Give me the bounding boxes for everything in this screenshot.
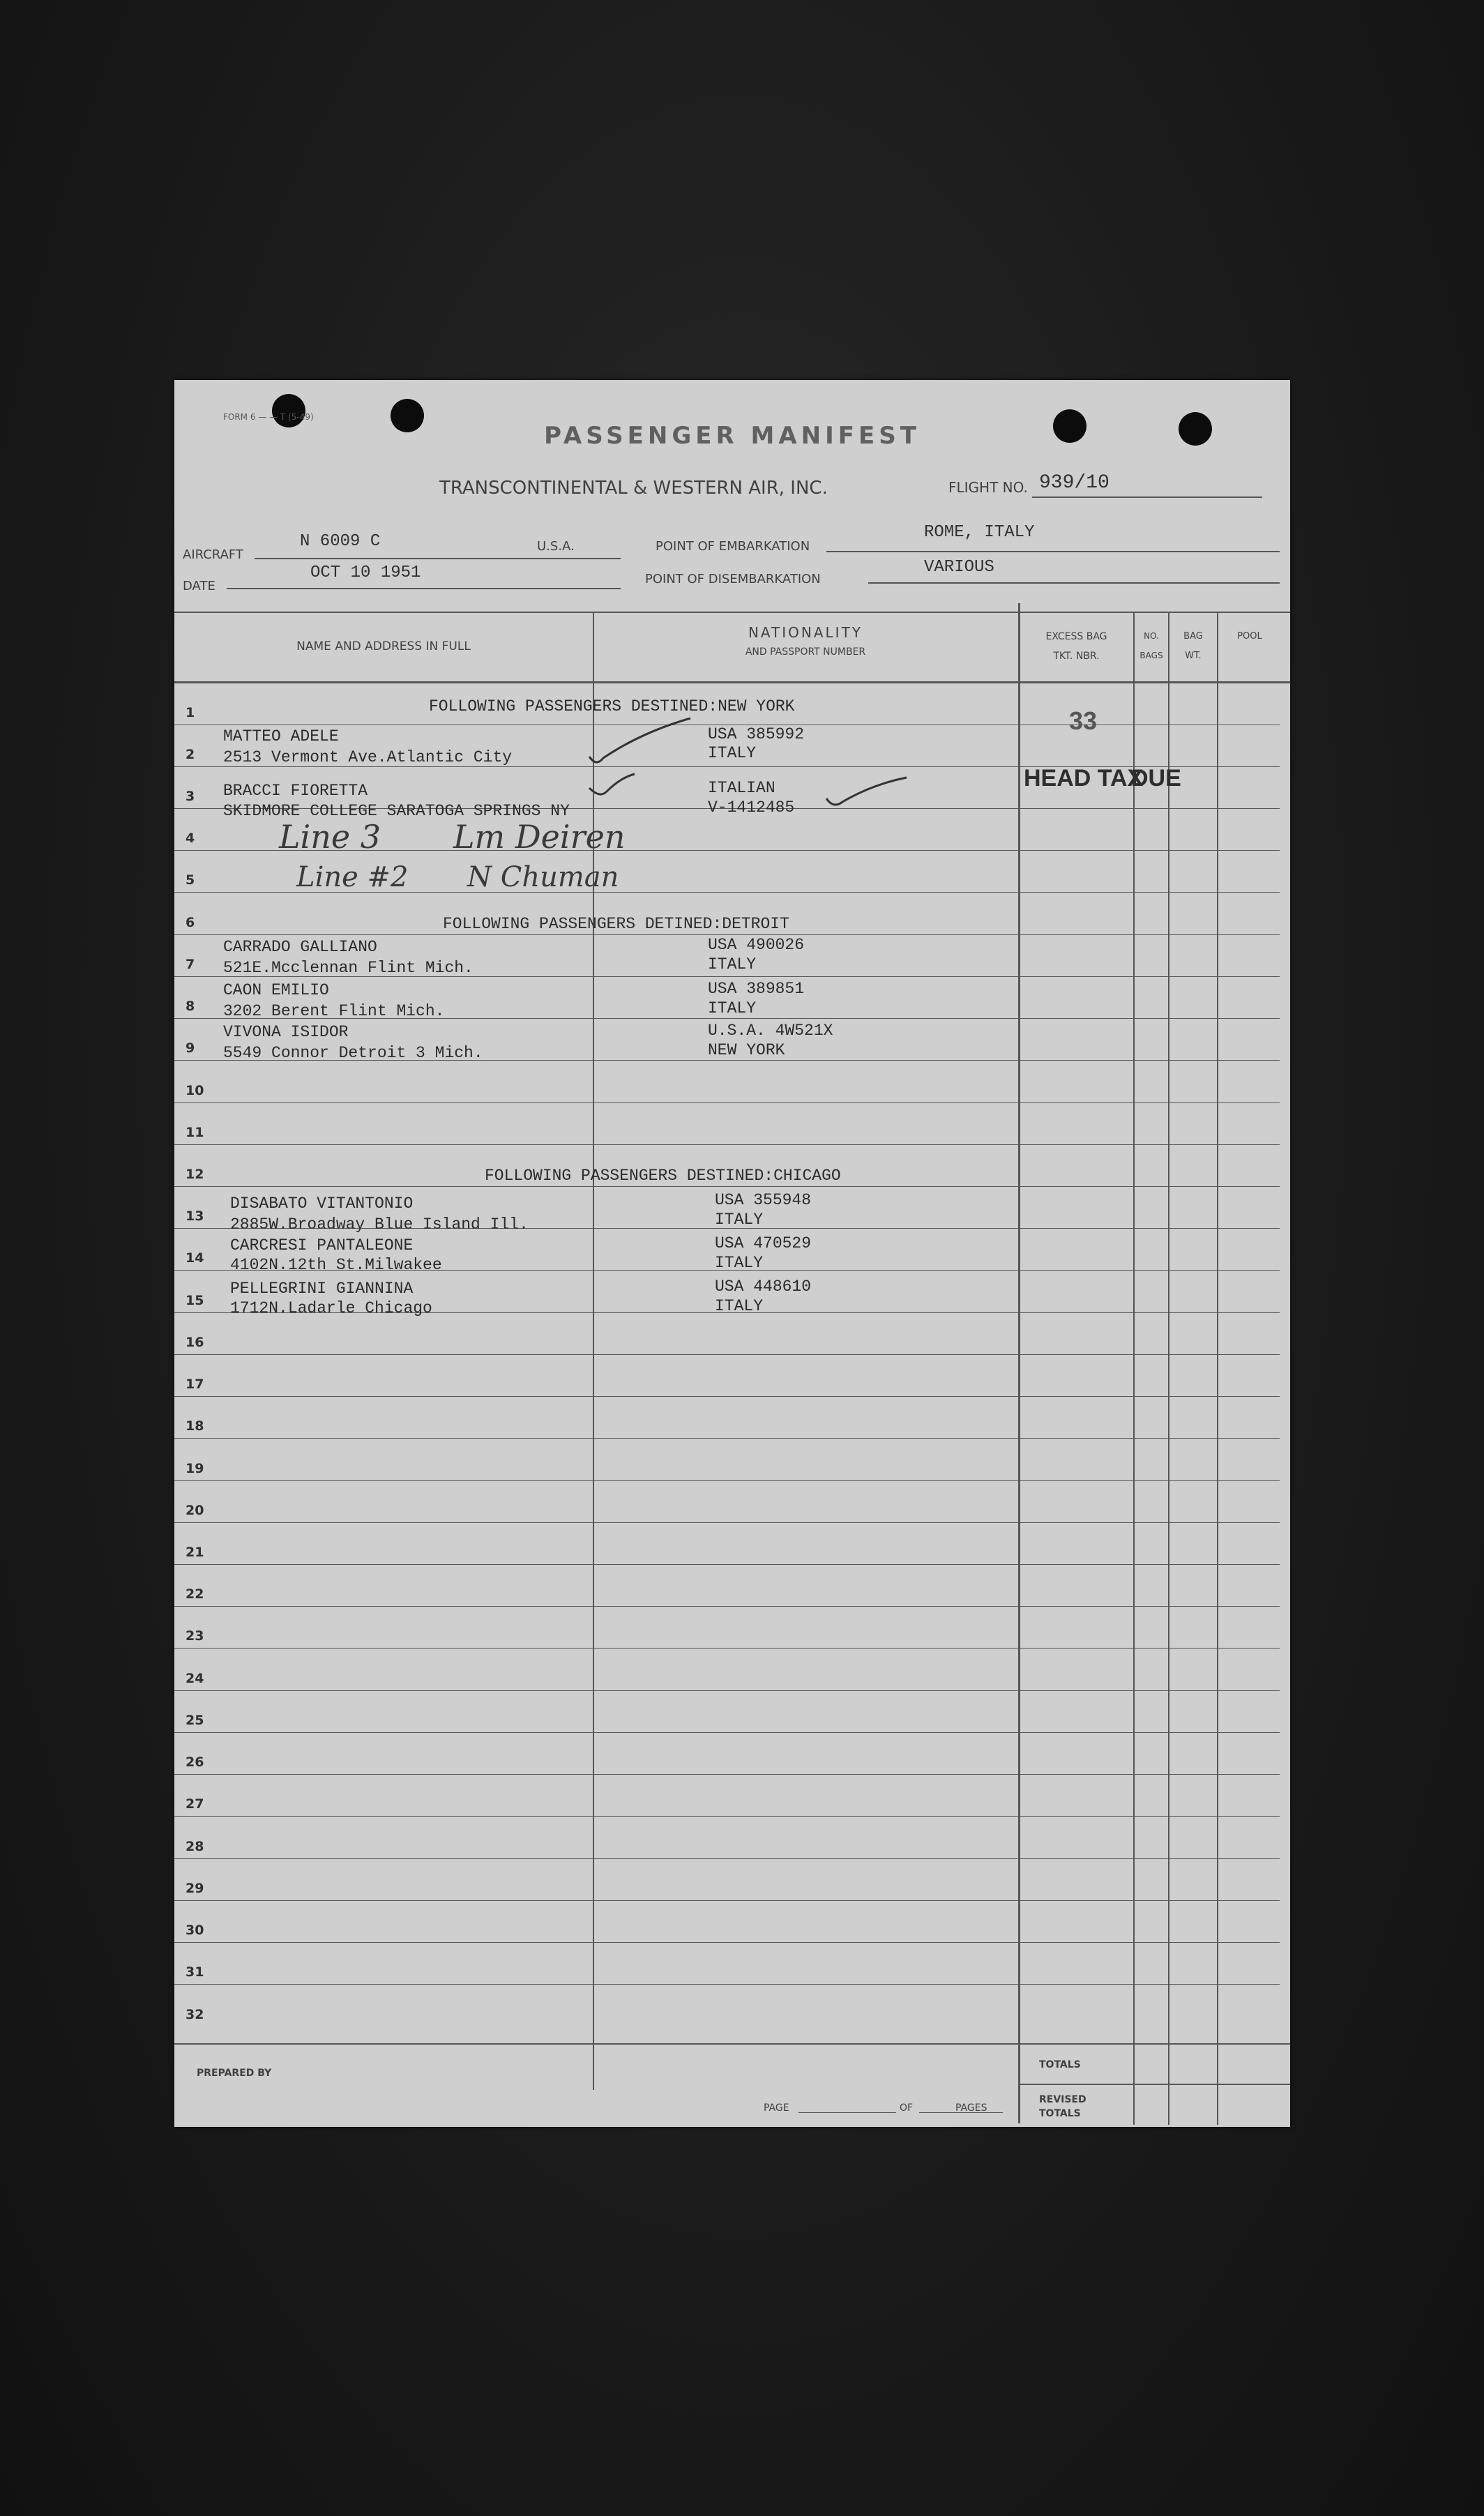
passenger-name: CAON EMILIO bbox=[223, 981, 329, 999]
row-number: 27 bbox=[186, 1796, 204, 1812]
row-number: 20 bbox=[186, 1503, 204, 1518]
passenger-name: DISABATO VITANTONIO bbox=[230, 1195, 414, 1213]
row-rule bbox=[174, 1648, 1280, 1649]
row-number: 7 bbox=[186, 957, 195, 972]
passenger-name: BRACCI FIORETTA bbox=[223, 782, 368, 800]
handwritten-signature: Lm Deiren bbox=[453, 818, 626, 856]
passenger-address: 3202 Berent Flint Mich. bbox=[223, 1002, 445, 1020]
col-excess-header: EXCESS BAG bbox=[1045, 631, 1107, 642]
col-bagwt-header-1: BAG bbox=[1183, 631, 1203, 642]
revised-totals-label: TOTALS bbox=[1039, 2108, 1081, 2119]
section-heading-chicago: FOLLOWING PASSENGERS DESTINED:CHICAGO bbox=[485, 1167, 841, 1185]
passenger-name: VIVONA ISIDOR bbox=[223, 1023, 349, 1041]
row-rule bbox=[174, 1522, 1280, 1523]
nationality: ITALIAN bbox=[708, 779, 775, 797]
column-divider-bagwt bbox=[1217, 612, 1218, 2125]
passenger-address: 1712N.Ladarle Chicago bbox=[230, 1299, 432, 1317]
handwritten-note: Line 3 bbox=[279, 818, 381, 856]
passport-number: USA 490026 bbox=[708, 936, 805, 954]
company-name: TRANSCONTINENTAL & WESTERN AIR, INC. bbox=[439, 478, 828, 499]
check-mark-icon bbox=[586, 771, 656, 812]
row-rule bbox=[174, 1606, 1280, 1607]
row-rule bbox=[174, 1144, 1280, 1145]
row-number: 3 bbox=[186, 789, 195, 804]
row-rule bbox=[174, 1900, 1280, 1901]
row-number: 12 bbox=[186, 1167, 204, 1182]
page-label: PAGE bbox=[764, 2102, 789, 2114]
row-number: 4 bbox=[186, 831, 195, 846]
col-nationality-header: NATIONALITY bbox=[748, 624, 863, 641]
row-number: 15 bbox=[186, 1293, 204, 1308]
head-tax-stamp: HEAD TAX bbox=[1024, 765, 1144, 791]
row-number: 32 bbox=[186, 2007, 204, 2022]
row-rule bbox=[174, 1774, 1280, 1775]
row-number: 11 bbox=[186, 1125, 204, 1140]
col-nobags-header-2: BAGS bbox=[1140, 651, 1163, 660]
table-top-rule bbox=[174, 612, 1290, 613]
passport-number: USA 385992 bbox=[708, 725, 805, 743]
passenger-address: 2513 Vermont Ave.Atlantic City bbox=[223, 748, 513, 766]
passenger-name: CARRADO GALLIANO bbox=[223, 938, 377, 956]
row-rule bbox=[174, 1186, 1280, 1187]
passenger-address: SKIDMORE COLLEGE SARATOGA SPRINGS NY bbox=[223, 802, 570, 820]
row-rule bbox=[174, 1816, 1280, 1817]
row-rule bbox=[174, 1564, 1280, 1565]
aircraft-value: N 6009 C bbox=[300, 532, 381, 551]
row-number: 17 bbox=[186, 1377, 204, 1392]
prepared-by-label: PREPARED BY bbox=[197, 2068, 272, 2079]
column-divider-excess bbox=[1133, 612, 1135, 2125]
passenger-name: MATTEO ADELE bbox=[223, 727, 339, 745]
row-number: 31 bbox=[186, 1964, 204, 1980]
row-number: 25 bbox=[186, 1713, 204, 1728]
row-number: 9 bbox=[186, 1040, 195, 1056]
disembark-underline bbox=[868, 582, 1280, 584]
row-number: 10 bbox=[186, 1083, 204, 1098]
row-number: 23 bbox=[186, 1628, 204, 1644]
col-bagwt-header-2: WT. bbox=[1185, 651, 1202, 661]
nationality: NEW YORK bbox=[708, 1041, 785, 1059]
row-rule bbox=[174, 2043, 1290, 2045]
passenger-address: 2885W.Broadway Blue Island Ill. bbox=[230, 1215, 529, 1234]
handwritten-signature: N Chuman bbox=[467, 861, 619, 893]
row-number: 1 bbox=[186, 705, 195, 720]
col-pool-header: POOL bbox=[1237, 631, 1262, 642]
passport-number: USA 448610 bbox=[715, 1278, 812, 1296]
row-number: 13 bbox=[186, 1208, 204, 1224]
page-title: PASSENGER MANIFEST bbox=[544, 422, 921, 450]
column-divider-bags bbox=[1168, 612, 1169, 2125]
passenger-address: 5549 Connor Detroit 3 Mich. bbox=[223, 1044, 483, 1062]
due-stamp: DUE bbox=[1131, 765, 1181, 791]
passenger-address: 521E.Mcclennan Flint Mich. bbox=[223, 959, 474, 977]
passport-number: USA 389851 bbox=[708, 980, 805, 998]
aircraft-underline bbox=[255, 558, 621, 559]
embark-value: ROME, ITALY bbox=[924, 523, 1035, 542]
nationality: ITALY bbox=[708, 999, 757, 1017]
flight-underline bbox=[1032, 497, 1262, 498]
row-number: 2 bbox=[186, 747, 195, 762]
passenger-address: 4102N.12th St.Milwakee bbox=[230, 1256, 442, 1274]
form-number: FORM 6 — — T (5-49) bbox=[223, 412, 314, 422]
row-number: 19 bbox=[186, 1461, 204, 1476]
check-mark-icon bbox=[823, 774, 921, 816]
row-rule bbox=[174, 1858, 1280, 1859]
pages-label: PAGES bbox=[955, 2102, 987, 2114]
row-number: 28 bbox=[186, 1839, 204, 1854]
nationality: ITALY bbox=[715, 1254, 764, 1272]
row-number: 14 bbox=[186, 1250, 204, 1266]
column-divider-nationality bbox=[1018, 603, 1020, 2123]
disembark-label: POINT OF DISEMBARKATION bbox=[645, 572, 821, 586]
nationality: ITALY bbox=[708, 744, 757, 762]
nationality: ITALY bbox=[708, 955, 757, 973]
nationality: ITALY bbox=[715, 1211, 764, 1229]
usa-label: U.S.A. bbox=[537, 539, 575, 554]
totals-rule bbox=[1020, 2084, 1290, 2085]
totals-label: TOTALS bbox=[1039, 2059, 1081, 2070]
passport-number: USA 470529 bbox=[715, 1234, 812, 1252]
row-rule bbox=[174, 1732, 1280, 1733]
date-value: OCT 10 1951 bbox=[310, 563, 421, 582]
col-tkt-header: TKT. NBR. bbox=[1053, 651, 1100, 662]
row-rule bbox=[174, 1690, 1280, 1691]
row-number: 29 bbox=[186, 1881, 204, 1896]
row-rule bbox=[174, 1396, 1280, 1397]
row-rule bbox=[174, 1102, 1280, 1103]
handwritten-note: Line #2 bbox=[296, 861, 409, 893]
flight-label: FLIGHT NO. bbox=[948, 479, 1028, 496]
embark-label: POINT OF EMBARKATION bbox=[656, 539, 810, 554]
passenger-name: CARCRESI PANTALEONE bbox=[230, 1236, 414, 1255]
row-number: 18 bbox=[186, 1418, 204, 1434]
row-number: 6 bbox=[186, 915, 195, 930]
of-label: OF bbox=[900, 2102, 914, 2114]
row-number: 8 bbox=[186, 999, 195, 1014]
row-number: 24 bbox=[186, 1671, 204, 1686]
date-label: DATE bbox=[183, 579, 215, 593]
nationality: ITALY bbox=[715, 1297, 764, 1315]
col-nobags-header-1: NO. bbox=[1144, 631, 1159, 641]
check-mark-icon bbox=[586, 715, 704, 771]
page-underline bbox=[798, 2112, 896, 2113]
row-rule bbox=[174, 934, 1280, 935]
manifest-page bbox=[174, 380, 1290, 2127]
col-name-header: NAME AND ADDRESS IN FULL bbox=[296, 639, 471, 653]
aircraft-label: AIRCRAFT bbox=[183, 547, 243, 562]
row-rule bbox=[174, 1942, 1280, 1943]
row-number: 30 bbox=[186, 1923, 204, 1938]
date-underline bbox=[227, 588, 621, 589]
row-number: 16 bbox=[186, 1335, 204, 1350]
row-rule bbox=[174, 1480, 1280, 1481]
passenger-name: PELLEGRINI GIANNINA bbox=[230, 1280, 414, 1298]
row-number: 22 bbox=[186, 1586, 204, 1602]
passport-number: U.S.A. 4W521X bbox=[708, 1022, 833, 1040]
row-rule bbox=[174, 1354, 1280, 1355]
table-header-rule bbox=[174, 681, 1290, 683]
excess-bag-number: 33 bbox=[1069, 706, 1098, 735]
row-rule bbox=[174, 1984, 1280, 1985]
passport-number: V-1412485 bbox=[708, 798, 795, 817]
section-heading-detroit: FOLLOWING PASSENGERS DETINED:DETROIT bbox=[443, 915, 789, 933]
revised-label: REVISED bbox=[1039, 2094, 1086, 2105]
disembark-value: VARIOUS bbox=[924, 558, 994, 577]
row-number: 21 bbox=[186, 1545, 204, 1560]
section-heading-new-york: FOLLOWING PASSENGERS DESTINED:NEW YORK bbox=[429, 697, 795, 715]
col-passport-header: AND PASSPORT NUMBER bbox=[745, 646, 866, 658]
embark-underline bbox=[826, 551, 1280, 552]
row-number: 26 bbox=[186, 1755, 204, 1770]
passport-number: USA 355948 bbox=[715, 1191, 812, 1209]
flight-number: 939/10 bbox=[1039, 472, 1110, 494]
row-number: 5 bbox=[186, 872, 195, 888]
row-rule bbox=[174, 1438, 1280, 1439]
